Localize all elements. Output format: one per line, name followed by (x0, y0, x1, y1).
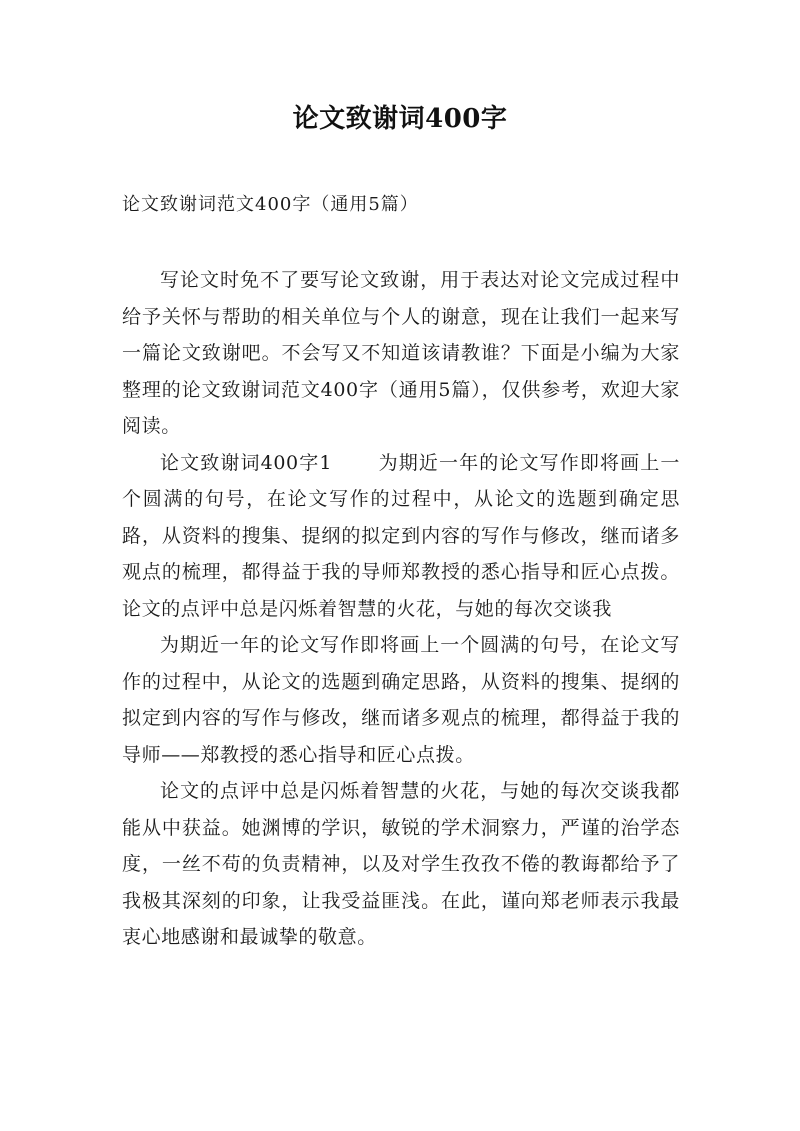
document-body (122, 262, 680, 956)
body-paragraph-3: 论文的点评中总是闪烁着智慧的火花，与她的每次交谈我都能从中获益。她渊博的学识，敏锐的学术洞察力，严谨的治学态度，一丝不苟的负责精神，以及对学生孜孜不倦的教诲都给予了我极其深刻的印象，让我受益匪浅。在此，谨向郑老师表示我最衷心地感谢和最诚挚的敬意。 (122, 780, 680, 948)
section-1-text: 为期近一年的论文写作即将画上一个圆满的句号，在论文写作的过程中，从论文的选题到确定思路，从资料的搜集、提纲的拟定到内容的写作与修改，继而诸多观点的梳理，都得益于我的导师郑教授的悉心指导和匠心点拨。论文的点评中总是闪烁着智慧的火花，与她的每次交谈我 (122, 451, 680, 620)
document-subtitle: 论文致谢词范文400字（通用5篇） (122, 194, 419, 215)
section-1-heading: 论文致谢词400字1 (160, 451, 333, 474)
section-1-paragraph (122, 445, 680, 628)
document-title: 论文致谢词400字 (292, 104, 508, 134)
body-paragraph-2: 为期近一年的论文写作即将画上一个圆满的句号，在论文写作的过程中，从论文的选题到确定思路，从资料的搜集、提纲的拟定到内容的写作与修改，继而诸多观点的梳理，都得益于我的导师——郑教授的悉心指导和匠心点拨。 (122, 634, 680, 766)
intro-paragraph: 写论文时免不了要写论文致谢，用于表达对论文完成过程中给予关怀与帮助的相关单位与个人的谢意，现在让我们一起来写一篇论文致谢吧。不会写又不知道该请教谁？下面是小编为大家整理的论文致谢词范文400字（通用5篇），仅供参考，欢迎大家阅读。 (122, 269, 680, 437)
